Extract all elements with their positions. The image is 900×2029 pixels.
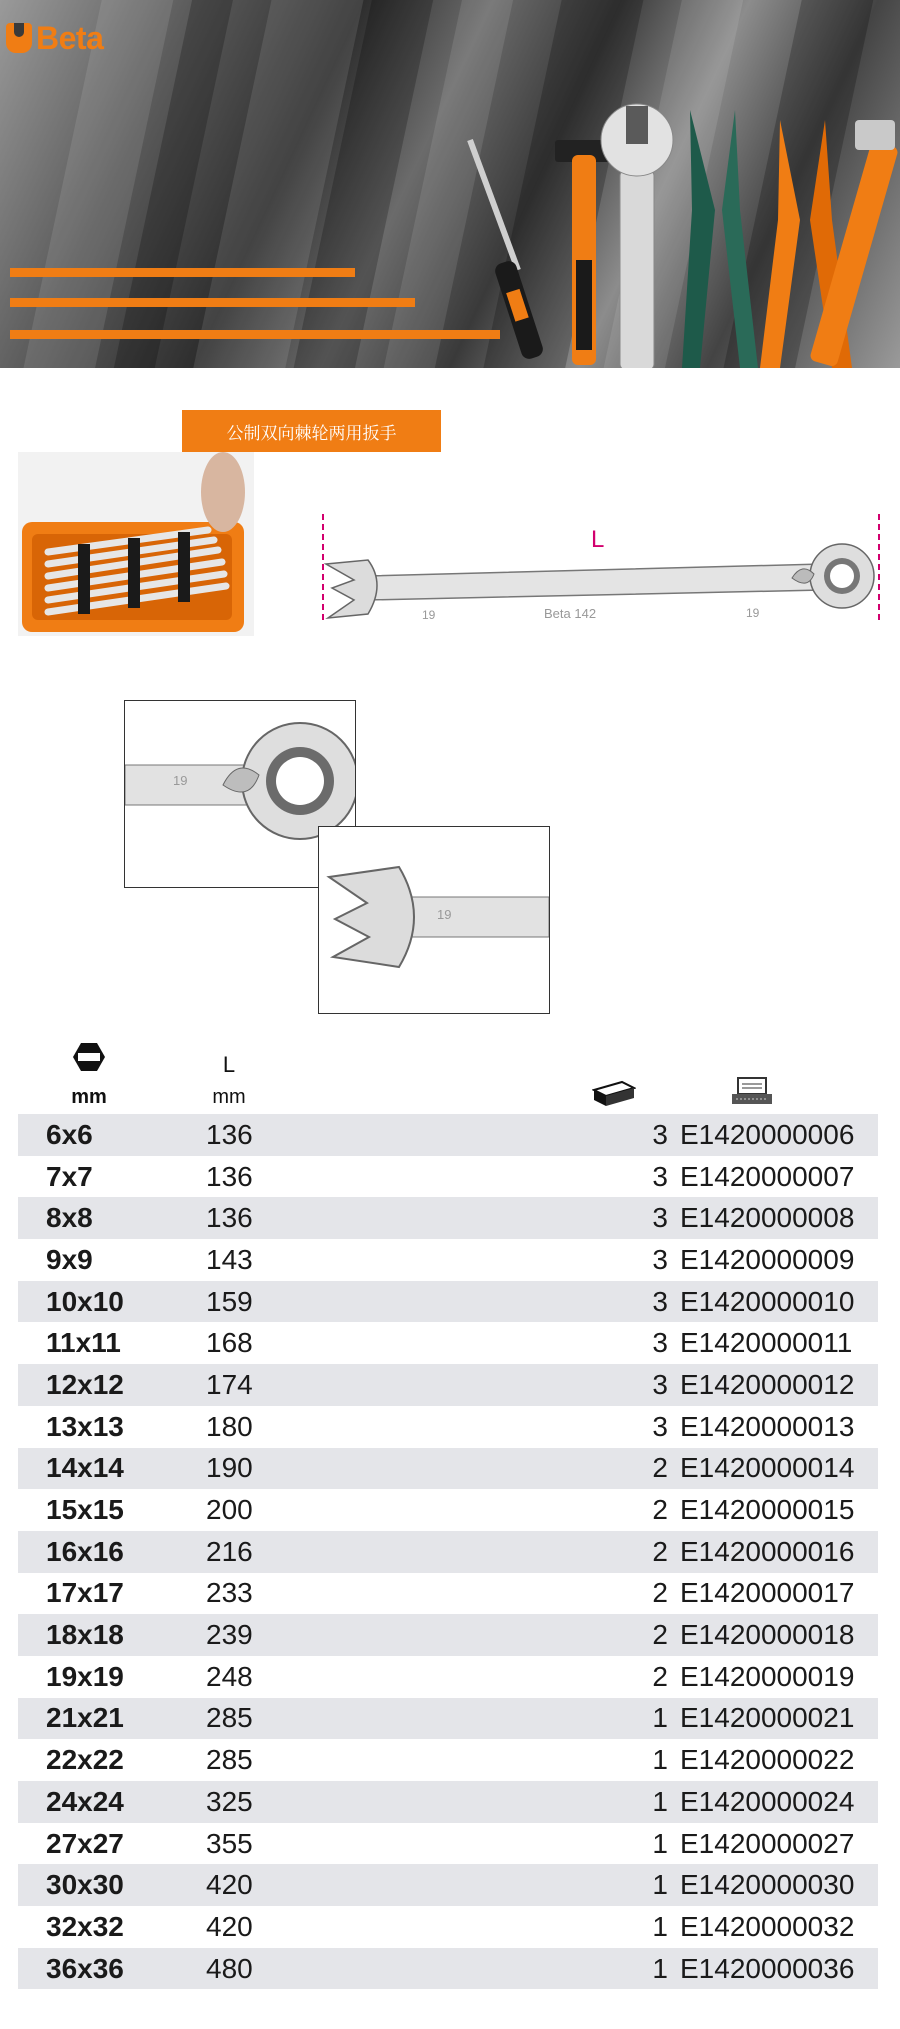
brand-logo	[6, 18, 103, 58]
qty-cell: 1	[652, 1827, 668, 1859]
size-cell: 10x10	[46, 1285, 124, 1317]
table-row	[18, 1781, 878, 1823]
qty-cell: 3	[652, 1327, 668, 1359]
size-cell: 22x22	[46, 1744, 124, 1776]
size-cell: 17x17	[46, 1577, 124, 1609]
qty-cell: 2	[652, 1535, 668, 1567]
code-cell: E1420000010	[680, 1285, 855, 1317]
code-cell: E1420000012	[680, 1368, 855, 1400]
wrench-set-photo	[18, 452, 254, 636]
accent-bar-1	[10, 268, 355, 277]
qty-cell: 2	[652, 1577, 668, 1609]
length-cell: 136	[206, 1160, 253, 1192]
size-cell: 30x30	[46, 1869, 124, 1901]
table-header	[18, 1042, 878, 1114]
code-cell: E1420000018	[680, 1619, 855, 1651]
qty-cell: 3	[652, 1118, 668, 1150]
code-cell: E1420000032	[680, 1910, 855, 1942]
size-cell: 6x6	[46, 1118, 93, 1150]
length-cell: 325	[206, 1785, 253, 1817]
hex-nut-icon	[72, 1042, 106, 1072]
table-row	[18, 1406, 878, 1448]
size-cell: 16x16	[46, 1535, 124, 1567]
table-row	[18, 1823, 878, 1865]
size-cell: 12x12	[46, 1368, 124, 1400]
code-cell: E1420000006	[680, 1118, 855, 1150]
qty-cell: 3	[652, 1160, 668, 1192]
accent-bar-3	[10, 330, 500, 339]
table-row	[18, 1448, 878, 1490]
length-header: L	[222, 1052, 236, 1077]
qty-cell: 1	[652, 1744, 668, 1776]
qty-cell: 2	[652, 1494, 668, 1526]
box-icon	[592, 1080, 636, 1108]
size-cell: 27x27	[46, 1827, 124, 1859]
length-cell: 285	[206, 1702, 253, 1734]
accent-bar-2	[10, 298, 415, 307]
length-dimension-diagram	[322, 514, 882, 624]
code-cell: E1420000007	[680, 1160, 855, 1192]
size-cell: 19x19	[46, 1660, 124, 1692]
qty-cell: 1	[652, 1910, 668, 1942]
open-end-detail	[318, 826, 550, 1014]
qty-cell: 3	[652, 1202, 668, 1234]
product-table	[18, 1114, 878, 1989]
code-cell: E1420000027	[680, 1827, 855, 1859]
table-row	[18, 1739, 878, 1781]
qty-cell: 1	[652, 1785, 668, 1817]
code-cell: E1420000017	[680, 1577, 855, 1609]
code-cell: E1420000008	[680, 1202, 855, 1234]
size-cell: 13x13	[46, 1410, 124, 1442]
length-cell: 248	[206, 1660, 253, 1692]
size-unit-header: mm	[71, 1086, 107, 1108]
qty-cell: 2	[652, 1619, 668, 1651]
qty-cell: 1	[652, 1952, 668, 1984]
length-cell: 355	[206, 1827, 253, 1859]
table-row	[18, 1656, 878, 1698]
code-cell: E1420000015	[680, 1494, 855, 1526]
length-cell: 168	[206, 1327, 253, 1359]
qty-cell: 1	[652, 1702, 668, 1734]
length-cell: 180	[206, 1410, 253, 1442]
table-row	[18, 1197, 878, 1239]
size-cell: 36x36	[46, 1952, 124, 1984]
table-row	[18, 1364, 878, 1406]
length-cell: 420	[206, 1869, 253, 1901]
code-cell: E1420000013	[680, 1410, 855, 1442]
qty-cell: 2	[652, 1452, 668, 1484]
code-cell: E1420000030	[680, 1869, 855, 1901]
size-cell: 14x14	[46, 1452, 124, 1484]
table-row	[18, 1573, 878, 1615]
code-cell: E1420000011	[680, 1327, 853, 1359]
length-cell: 285	[206, 1744, 253, 1776]
length-cell: 216	[206, 1535, 253, 1567]
table-row	[18, 1531, 878, 1573]
code-cell: E1420000024	[680, 1785, 855, 1817]
table-row	[18, 1948, 878, 1990]
table-row	[18, 1281, 878, 1323]
wrench-brand-mark: Beta 142	[544, 606, 597, 621]
table-row	[18, 1322, 878, 1364]
length-cell: 136	[206, 1118, 253, 1150]
register-icon	[730, 1076, 774, 1106]
qty-cell: 3	[652, 1410, 668, 1442]
size-cell: 24x24	[46, 1785, 124, 1817]
code-cell: E1420000014	[680, 1452, 855, 1484]
size-cell: 11x11	[46, 1327, 121, 1359]
qty-cell: 2	[652, 1660, 668, 1692]
length-label: L	[591, 526, 605, 553]
wrench-size-mark-right: 19	[746, 606, 760, 620]
qty-cell: 3	[652, 1285, 668, 1317]
qty-cell: 3	[652, 1243, 668, 1275]
tools-collage-icon	[460, 100, 900, 368]
table-row	[18, 1864, 878, 1906]
beta-logo-icon	[6, 23, 32, 53]
size-cell: 8x8	[46, 1202, 93, 1234]
detail-size-mark-1: 19	[173, 773, 188, 788]
length-cell: 420	[206, 1910, 253, 1942]
code-cell: E1420000022	[680, 1744, 855, 1776]
length-cell: 190	[206, 1452, 253, 1484]
length-cell: 480	[206, 1952, 253, 1984]
code-cell: E1420000009	[680, 1243, 855, 1275]
size-cell: 18x18	[46, 1619, 124, 1651]
hero-banner	[0, 0, 900, 368]
length-unit-header: mm	[212, 1086, 246, 1108]
size-cell: 9x9	[46, 1243, 93, 1275]
table-row	[18, 1239, 878, 1281]
code-cell: E1420000021	[680, 1702, 855, 1734]
table-row	[18, 1114, 878, 1156]
table-row	[18, 1698, 878, 1740]
qty-cell: 1	[652, 1869, 668, 1901]
brand-wordmark: Beta	[36, 19, 104, 56]
table-row	[18, 1614, 878, 1656]
length-cell: 143	[206, 1243, 253, 1275]
length-cell: 200	[206, 1494, 253, 1526]
product-title: 公制双向棘轮两用扳手	[182, 410, 441, 452]
table-row	[18, 1156, 878, 1198]
length-cell: 136	[206, 1202, 253, 1234]
code-cell: E1420000036	[680, 1952, 855, 1984]
code-cell: E1420000019	[680, 1660, 855, 1692]
qty-cell: 3	[652, 1368, 668, 1400]
code-cell: E1420000016	[680, 1535, 855, 1567]
length-cell: 159	[206, 1285, 253, 1317]
size-cell: 21x21	[46, 1702, 124, 1734]
wrench-size-mark-left: 19	[422, 608, 436, 622]
size-cell: 32x32	[46, 1910, 124, 1942]
table-row	[18, 1906, 878, 1948]
detail-size-mark-2: 19	[437, 907, 452, 922]
size-cell: 15x15	[46, 1494, 124, 1526]
length-cell: 239	[206, 1619, 253, 1651]
size-cell: 7x7	[46, 1160, 93, 1192]
length-cell: 233	[206, 1577, 253, 1609]
table-row	[18, 1489, 878, 1531]
length-cell: 174	[206, 1368, 253, 1400]
